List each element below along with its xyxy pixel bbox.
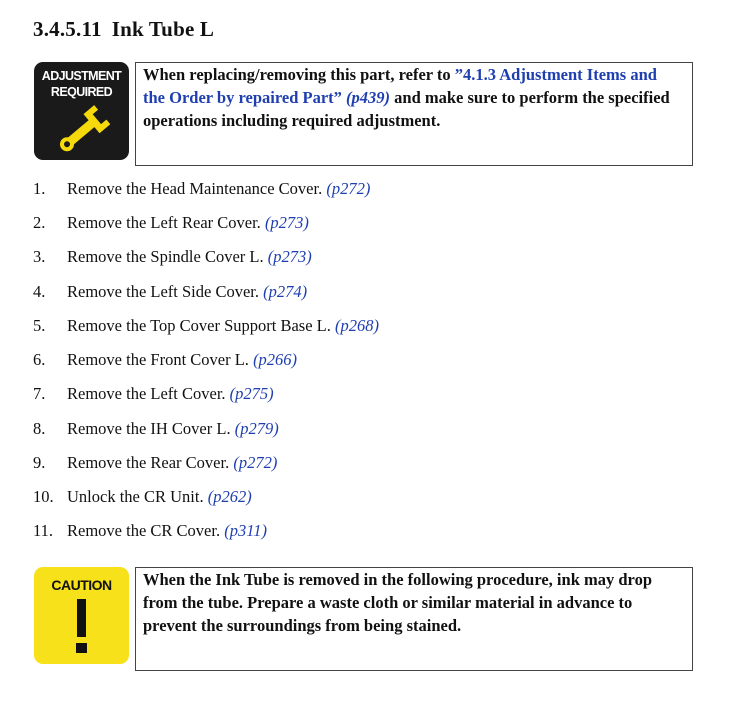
adjustment-badge-line2: REQUIRED (50, 85, 113, 99)
step-text: Remove the Left Rear Cover. (67, 213, 265, 232)
step-number: 5. (33, 316, 46, 335)
section-title: Ink Tube L (111, 17, 215, 41)
step-number: 4. (33, 282, 46, 301)
step-page-ref[interactable]: (p273) (264, 213, 309, 232)
step-page-ref[interactable]: (p268) (335, 316, 380, 335)
step-text: Remove the CR Cover. (67, 521, 225, 540)
step-page-ref[interactable]: (p272) (233, 453, 278, 472)
step-text: Remove the Front Cover L. (67, 350, 254, 369)
step-page-ref[interactable]: (p266) (253, 350, 298, 369)
step-text: Remove the IH Cover L. (67, 419, 235, 438)
step-number: 2. (33, 213, 46, 232)
list-item (33, 178, 370, 200)
step-number: 8. (33, 419, 46, 438)
step-page-ref[interactable]: (p275) (229, 384, 274, 403)
list-item (33, 212, 309, 234)
step-page-ref[interactable]: (p272) (326, 179, 371, 198)
step-page-ref[interactable]: (p273) (267, 247, 312, 266)
list-item (33, 349, 297, 371)
list-item (33, 315, 379, 337)
adjustment-text-before: When replacing/removing this part, refer to (143, 65, 455, 84)
adjustment-notice-text (143, 63, 683, 132)
caution-notice-box (135, 567, 693, 671)
adjustment-notice-box (135, 62, 693, 166)
step-page-ref[interactable]: (p279) (234, 419, 279, 438)
caution-notice-text: When the Ink Tube is removed in the following procedure, ink may drop from the tube. Prepare a waste cloth or similar material in advance to prevent the surroundings from being stained. (143, 570, 652, 635)
step-text: Remove the Left Side Cover. (67, 282, 264, 301)
list-item (33, 383, 274, 405)
step-number: 6. (33, 350, 46, 369)
step-page-ref[interactable]: (p274) (263, 282, 308, 301)
wrench-icon (54, 105, 110, 157)
adjustment-badge-line1: ADJUSTMENT (41, 69, 122, 83)
step-number: 3. (33, 247, 46, 266)
caution-badge (34, 567, 129, 664)
caution-label: CAUTION (51, 577, 112, 593)
list-item (33, 452, 277, 474)
step-page-ref[interactable]: (p262) (207, 487, 252, 506)
adjustment-page-ref[interactable]: (p439) (346, 88, 391, 107)
step-number: 11. (33, 521, 54, 540)
step-number: 7. (33, 384, 46, 403)
step-number: 9. (33, 453, 46, 472)
step-number: 1. (33, 179, 46, 198)
step-number: 10. (33, 487, 54, 506)
step-text: Remove the Top Cover Support Base L. (67, 316, 336, 335)
step-text: Remove the Left Cover. (67, 384, 230, 403)
list-item (33, 486, 252, 508)
section-heading (33, 17, 214, 42)
adjustment-required-badge (34, 62, 129, 160)
list-item (33, 418, 279, 440)
step-text: Remove the Head Maintenance Cover. (67, 179, 327, 198)
list-item (33, 281, 307, 303)
adjustment-text-after: and make sure to perform the specified operations including required adjustment. (143, 88, 670, 130)
step-text: Remove the Spindle Cover L. (67, 247, 268, 266)
list-item (33, 246, 312, 268)
step-text: Remove the Rear Cover. (67, 453, 234, 472)
adjustment-link[interactable]: ”4.1.3 Adjustment Items and the Order by repaired Part” (143, 65, 657, 107)
list-item (33, 520, 267, 542)
section-number: 3.4.5.11 (33, 17, 102, 41)
step-page-ref[interactable]: (p311) (224, 521, 267, 540)
step-text: Unlock the CR Unit. (67, 487, 208, 506)
